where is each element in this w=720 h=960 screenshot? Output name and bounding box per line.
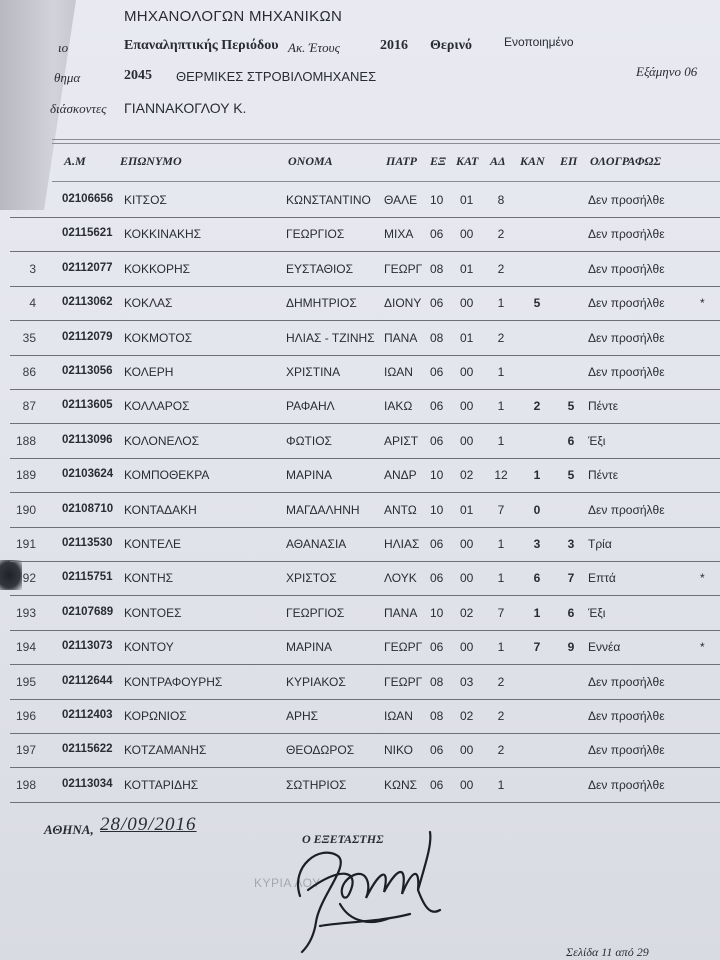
regular-grade: 0 bbox=[533, 502, 541, 517]
row-number: 197 bbox=[15, 743, 36, 758]
first-name: ΡΑΦΑΗΛ bbox=[286, 399, 335, 414]
first-name: ΑΘΑΝΑΣΙΑ bbox=[286, 537, 347, 551]
student-id: 02113605 bbox=[62, 399, 113, 412]
semester-code: 06 bbox=[430, 537, 444, 551]
surname: ΚΟΛΟΝΕΛΟΣ bbox=[124, 433, 200, 448]
registration-count: 1 bbox=[497, 433, 505, 448]
father-name: ΓΕΩΡΓ bbox=[384, 674, 423, 689]
grade-in-words: Έξι bbox=[588, 605, 606, 620]
student-id: 02113034 bbox=[62, 777, 113, 790]
surname: ΚΟΝΤΑΔΑΚΗ bbox=[124, 502, 197, 517]
category-code: 00 bbox=[460, 777, 474, 792]
student-id: 02112077 bbox=[62, 261, 113, 274]
first-name: ΧΡΙΣΤΟΣ bbox=[286, 571, 337, 586]
semester-code: 10 bbox=[430, 193, 444, 207]
father-name: ΓΕΩΡΓ bbox=[384, 640, 423, 655]
department-title: ΜΗΧΑΝΟΛΟΓΩΝ ΜΗΧΑΝΙΚΩΝ bbox=[124, 8, 343, 25]
regular-grade: 7 bbox=[533, 640, 541, 655]
registration-count: 2 bbox=[497, 674, 505, 689]
surname: ΚΙΤΣΟΣ bbox=[124, 193, 167, 207]
student-id: 02113096 bbox=[62, 433, 113, 446]
surname: ΚΟΝΤΟΥ bbox=[124, 640, 174, 655]
regular-grade: 1 bbox=[533, 468, 541, 483]
father-name: ΙΩΑΝ bbox=[384, 709, 413, 723]
surname: ΚΟΛΛΑΡΟΣ bbox=[124, 399, 190, 414]
first-name: ΚΥΡΙΑΚΟΣ bbox=[286, 674, 346, 689]
col-header-surname: ΕΠΩΝΥΜΟ bbox=[120, 154, 182, 168]
grade-in-words: Δεν προσήλθε bbox=[588, 261, 665, 276]
first-name: ΗΛΙΑΣ - ΤΖΙΝΗΣ bbox=[286, 330, 375, 345]
student-id: 02113056 bbox=[62, 365, 113, 377]
student-id: 02112403 bbox=[62, 709, 113, 721]
surname: ΚΟΚΛΑΣ bbox=[124, 296, 173, 311]
grade-in-words: Δεν προσήλθε bbox=[588, 330, 665, 345]
first-name: ΜΑΓΔΑΛΗΝΗ bbox=[286, 502, 360, 517]
surname: ΚΟΤΤΑΡΙΔΗΣ bbox=[124, 777, 199, 792]
semester-code: 06 bbox=[430, 227, 444, 242]
row-number: 190 bbox=[15, 502, 36, 517]
table-row bbox=[0, 459, 720, 493]
regular-grade: 5 bbox=[533, 296, 541, 311]
category-code: 03 bbox=[460, 674, 474, 689]
surname: ΚΟΚΜΟΤΟΣ bbox=[124, 330, 193, 345]
category-code: 00 bbox=[460, 296, 474, 311]
resit-grade: 7 bbox=[567, 571, 575, 586]
resit-grade: 5 bbox=[567, 468, 575, 483]
course-label: θημα bbox=[54, 70, 81, 85]
resit-grade: 6 bbox=[567, 433, 575, 448]
grade-in-words: Δεν προσήλθε bbox=[588, 296, 665, 311]
semester-code: 08 bbox=[430, 261, 444, 276]
row-number: 86 bbox=[22, 365, 36, 379]
first-name: ΧΡΙΣΤΙΝΑ bbox=[286, 365, 341, 379]
category-code: 01 bbox=[460, 261, 474, 276]
season-value: Θερινό bbox=[430, 38, 472, 53]
row-number: 196 bbox=[15, 709, 36, 723]
semester-label: Εξάμηνο 06 bbox=[636, 64, 698, 79]
semester-code: 08 bbox=[430, 330, 444, 345]
page-number: Σελίδα 11 από 29 bbox=[566, 945, 649, 959]
signature-icon bbox=[280, 826, 450, 956]
first-name: ΓΕΩΡΓΙΟΣ bbox=[286, 227, 345, 242]
grade-in-words: Δεν προσήλθε bbox=[588, 743, 665, 758]
table-row bbox=[0, 700, 720, 734]
category-code: 00 bbox=[460, 571, 474, 586]
student-id: 02113062 bbox=[62, 296, 113, 309]
first-name: ΘΕΟΔΩΡΟΣ bbox=[286, 743, 355, 758]
period-label: ιο bbox=[58, 40, 69, 55]
surname: ΚΟΝΤΗΣ bbox=[124, 571, 174, 586]
surname: ΚΟΚΚΟΡΗΣ bbox=[124, 261, 191, 276]
grade-in-words: Έξι bbox=[588, 433, 606, 448]
registration-count: 7 bbox=[497, 502, 505, 517]
date-value: 28/09/2016 bbox=[100, 814, 197, 835]
father-name: ΛΟΥΚ bbox=[384, 571, 417, 586]
teachers-label: διάσκοντες bbox=[50, 101, 107, 116]
father-name: ΜΙΧΑ bbox=[384, 227, 414, 242]
course-code: 2045 bbox=[124, 68, 152, 83]
table-row bbox=[0, 390, 720, 424]
examiner-label: Ο ΕΞΕΤΑΣΤΗΣ bbox=[302, 832, 384, 846]
father-name: ΑΝΤΩ bbox=[384, 502, 417, 517]
first-name: ΜΑΡΙΝΑ bbox=[286, 468, 333, 483]
surname: ΚΟΡΩΝΙΟΣ bbox=[124, 709, 187, 723]
teachers-value: ΓΙΑΝΝΑΚΟΓΛΟΥ Κ. bbox=[124, 100, 247, 116]
first-name: ΕΥΣΤΑΘΙΟΣ bbox=[286, 261, 354, 276]
table-row bbox=[0, 287, 720, 321]
semester-code: 06 bbox=[430, 433, 444, 448]
table-row bbox=[0, 666, 720, 700]
father-name: ΝΙΚΟ bbox=[384, 743, 413, 758]
registration-count: 1 bbox=[497, 537, 505, 551]
table-row bbox=[0, 494, 720, 528]
row-number: 188 bbox=[15, 433, 36, 448]
flag-mark: * bbox=[700, 296, 705, 311]
father-name: ΗΛΙΑΣ bbox=[384, 537, 420, 551]
grade-in-words: Δεν προσήλθε bbox=[588, 502, 665, 517]
regular-grade: 1 bbox=[533, 605, 541, 620]
resit-grade: 5 bbox=[567, 399, 575, 414]
row-number: 189 bbox=[15, 468, 36, 483]
father-name: ΔΙΟΝΥ bbox=[384, 296, 422, 311]
flag-mark: * bbox=[700, 571, 705, 586]
first-name: ΦΩΤΙΟΣ bbox=[286, 433, 332, 448]
header-top-rule bbox=[52, 139, 720, 140]
academic-year-value: 2016 bbox=[380, 38, 408, 53]
surname: ΚΟΛΕΡΗ bbox=[124, 365, 174, 379]
regular-grade: 2 bbox=[533, 399, 541, 414]
row-number: 35 bbox=[22, 330, 36, 345]
row-number: 87 bbox=[22, 399, 36, 414]
registration-count: 1 bbox=[497, 365, 505, 379]
surname: ΚΟΤΖΑΜΑΝΗΣ bbox=[124, 743, 207, 758]
status-text: Ενοποιημένο bbox=[504, 35, 574, 49]
registration-count: 1 bbox=[497, 640, 505, 655]
col-header-ad: ΑΔ bbox=[490, 154, 506, 168]
student-id: 02113073 bbox=[62, 640, 113, 653]
period-value: Επαναληπτικής Περιόδου bbox=[124, 38, 279, 53]
category-code: 02 bbox=[460, 605, 474, 620]
father-name: ΑΡΙΣΤ bbox=[384, 433, 419, 448]
row-number: 193 bbox=[15, 605, 36, 620]
category-code: 01 bbox=[460, 502, 474, 517]
grade-in-words: Εννέα bbox=[588, 640, 621, 655]
registration-count: 2 bbox=[497, 743, 505, 758]
academic-year-label: Ακ. Έτους bbox=[288, 40, 340, 55]
student-id: 02113530 bbox=[62, 537, 113, 549]
col-header-am: Α.Μ bbox=[64, 154, 86, 168]
table-row bbox=[0, 734, 720, 768]
col-header-name: ΟΝΟΜΑ bbox=[288, 154, 333, 168]
category-code: 01 bbox=[460, 330, 474, 345]
row-number: 195 bbox=[15, 674, 36, 689]
col-header-ep: ΕΠ bbox=[560, 154, 578, 168]
grade-in-words: Δεν προσήλθε bbox=[588, 365, 665, 379]
row-number: 194 bbox=[15, 640, 36, 655]
grade-in-words: Πέντε bbox=[588, 468, 619, 483]
table-row bbox=[0, 253, 720, 287]
student-id: 02107689 bbox=[62, 605, 114, 618]
student-id: 02115621 bbox=[62, 227, 113, 240]
father-name: ΠΑΝΑ bbox=[384, 330, 418, 345]
father-name: ΑΝΔΡ bbox=[384, 468, 417, 483]
registration-count: 12 bbox=[494, 468, 508, 483]
resit-grade: 9 bbox=[567, 640, 575, 655]
father-name: ΓΕΩΡΓ bbox=[384, 261, 423, 276]
father-name: ΙΑΚΩ bbox=[384, 399, 413, 414]
semester-code: 10 bbox=[430, 468, 444, 483]
category-code: 00 bbox=[460, 433, 474, 448]
col-header-father: ΠΑΤΡ bbox=[386, 154, 418, 168]
category-code: 00 bbox=[460, 743, 474, 758]
registration-count: 7 bbox=[497, 605, 505, 620]
col-header-kat: ΚΑΤ bbox=[456, 154, 479, 168]
row-number: 92 bbox=[22, 571, 36, 586]
student-id: 02115751 bbox=[62, 571, 113, 584]
registration-count: 1 bbox=[497, 571, 505, 586]
semester-code: 08 bbox=[430, 674, 444, 689]
registration-count: 2 bbox=[497, 330, 505, 345]
table-row bbox=[0, 528, 720, 562]
semester-code: 10 bbox=[430, 605, 444, 620]
surname: ΚΟΝΤΕΛΕ bbox=[124, 537, 181, 551]
grade-in-words: Τρία bbox=[588, 537, 612, 551]
category-code: 00 bbox=[460, 537, 474, 551]
table-row bbox=[0, 322, 720, 356]
grade-in-words: Δεν προσήλθε bbox=[588, 709, 665, 723]
first-name: ΓΕΩΡΓΙΟΣ bbox=[286, 605, 345, 620]
father-name: ΚΩΝΣ bbox=[384, 777, 418, 792]
father-name: ΘΑΛΕ bbox=[384, 193, 418, 207]
grade-in-words: Δεν προσήλθε bbox=[588, 227, 665, 242]
first-name: ΑΡΗΣ bbox=[286, 709, 319, 723]
semester-code: 06 bbox=[430, 777, 444, 792]
table-row bbox=[0, 597, 720, 631]
grade-in-words: Δεν προσήλθε bbox=[588, 777, 665, 792]
row-divider bbox=[10, 802, 720, 803]
table-row bbox=[0, 184, 720, 218]
col-header-words: ΟΛΟΓΡΑΦΩΣ bbox=[590, 154, 661, 168]
category-code: 02 bbox=[460, 468, 474, 483]
table-row bbox=[0, 769, 720, 803]
col-header-kan: ΚΑΝ bbox=[520, 154, 545, 168]
table-row bbox=[0, 218, 720, 252]
student-id: 02112079 bbox=[62, 330, 113, 343]
father-name: ΙΩΑΝ bbox=[384, 365, 413, 379]
registration-count: 1 bbox=[497, 777, 505, 792]
semester-code: 06 bbox=[430, 640, 444, 655]
semester-code: 10 bbox=[430, 502, 444, 517]
category-code: 00 bbox=[460, 399, 474, 414]
first-name: ΔΗΜΗΤΡΙΟΣ bbox=[286, 296, 357, 311]
registration-count: 2 bbox=[497, 261, 505, 276]
flag-mark: * bbox=[700, 640, 705, 655]
row-number: 3 bbox=[29, 261, 36, 276]
semester-code: 06 bbox=[430, 571, 444, 586]
category-code: 01 bbox=[460, 193, 474, 207]
col-header-ex: ΕΞ bbox=[430, 154, 446, 168]
category-code: 00 bbox=[460, 365, 474, 379]
row-number: 4 bbox=[29, 296, 36, 311]
student-id: 02112644 bbox=[62, 674, 113, 687]
regular-grade: 6 bbox=[533, 571, 541, 586]
table-row bbox=[0, 562, 720, 596]
registration-count: 2 bbox=[497, 709, 505, 723]
student-id: 02115622 bbox=[62, 743, 113, 756]
student-id: 02103624 bbox=[62, 468, 114, 481]
surname: ΚΟΚΚΙΝΑΚΗΣ bbox=[124, 227, 202, 242]
father-name: ΠΑΝΑ bbox=[384, 605, 418, 620]
row-number: 191 bbox=[15, 537, 36, 551]
first-name: ΣΩΤΗΡΙΟΣ bbox=[286, 777, 347, 792]
semester-code: 06 bbox=[430, 399, 444, 414]
registration-count: 2 bbox=[497, 227, 505, 242]
semester-code: 06 bbox=[430, 296, 444, 311]
row-number: 198 bbox=[15, 777, 36, 792]
header-bottom-rule bbox=[52, 181, 720, 182]
category-code: 00 bbox=[460, 640, 474, 655]
semester-code: 06 bbox=[430, 743, 444, 758]
semester-code: 06 bbox=[430, 365, 444, 379]
registration-count: 8 bbox=[497, 193, 505, 207]
grade-in-words: Δεν προσήλθε bbox=[588, 674, 665, 689]
header-top-rule-2 bbox=[52, 143, 720, 144]
semester-code: 08 bbox=[430, 709, 444, 723]
grade-in-words: Πέντε bbox=[588, 399, 619, 414]
first-name: ΜΑΡΙΝΑ bbox=[286, 640, 333, 655]
category-code: 00 bbox=[460, 227, 474, 242]
table-row bbox=[0, 356, 720, 390]
first-name: ΚΩΝΣΤΑΝΤΙΝΟ bbox=[286, 193, 371, 207]
grade-in-words: Επτά bbox=[588, 571, 616, 586]
table-row bbox=[0, 425, 720, 459]
resit-grade: 6 bbox=[567, 605, 575, 620]
resit-grade: 3 bbox=[567, 537, 575, 551]
registration-count: 1 bbox=[497, 399, 505, 414]
grade-in-words: Δεν προσήλθε bbox=[588, 193, 665, 207]
surname: ΚΟΜΠΟΘΕΚΡΑ bbox=[124, 468, 210, 483]
place-label: ΑΘΗΝΑ, bbox=[44, 822, 94, 837]
course-name: ΘΕΡΜΙΚΕΣ ΣΤΡΟΒΙΛΟΜΗΧΑΝΕΣ bbox=[176, 69, 377, 84]
student-id: 02106656 bbox=[62, 193, 114, 205]
category-code: 02 bbox=[460, 709, 474, 723]
stamp-text: ΚΥΡΙΑ ΛΟΥ bbox=[254, 876, 321, 890]
registration-count: 1 bbox=[497, 296, 505, 311]
surname: ΚΟΝΤΡΑΦΟΥΡΗΣ bbox=[124, 674, 223, 689]
student-id: 02108710 bbox=[62, 502, 114, 515]
regular-grade: 3 bbox=[533, 537, 541, 551]
surname: ΚΟΝΤΟΕΣ bbox=[124, 605, 182, 620]
table-row bbox=[0, 631, 720, 665]
